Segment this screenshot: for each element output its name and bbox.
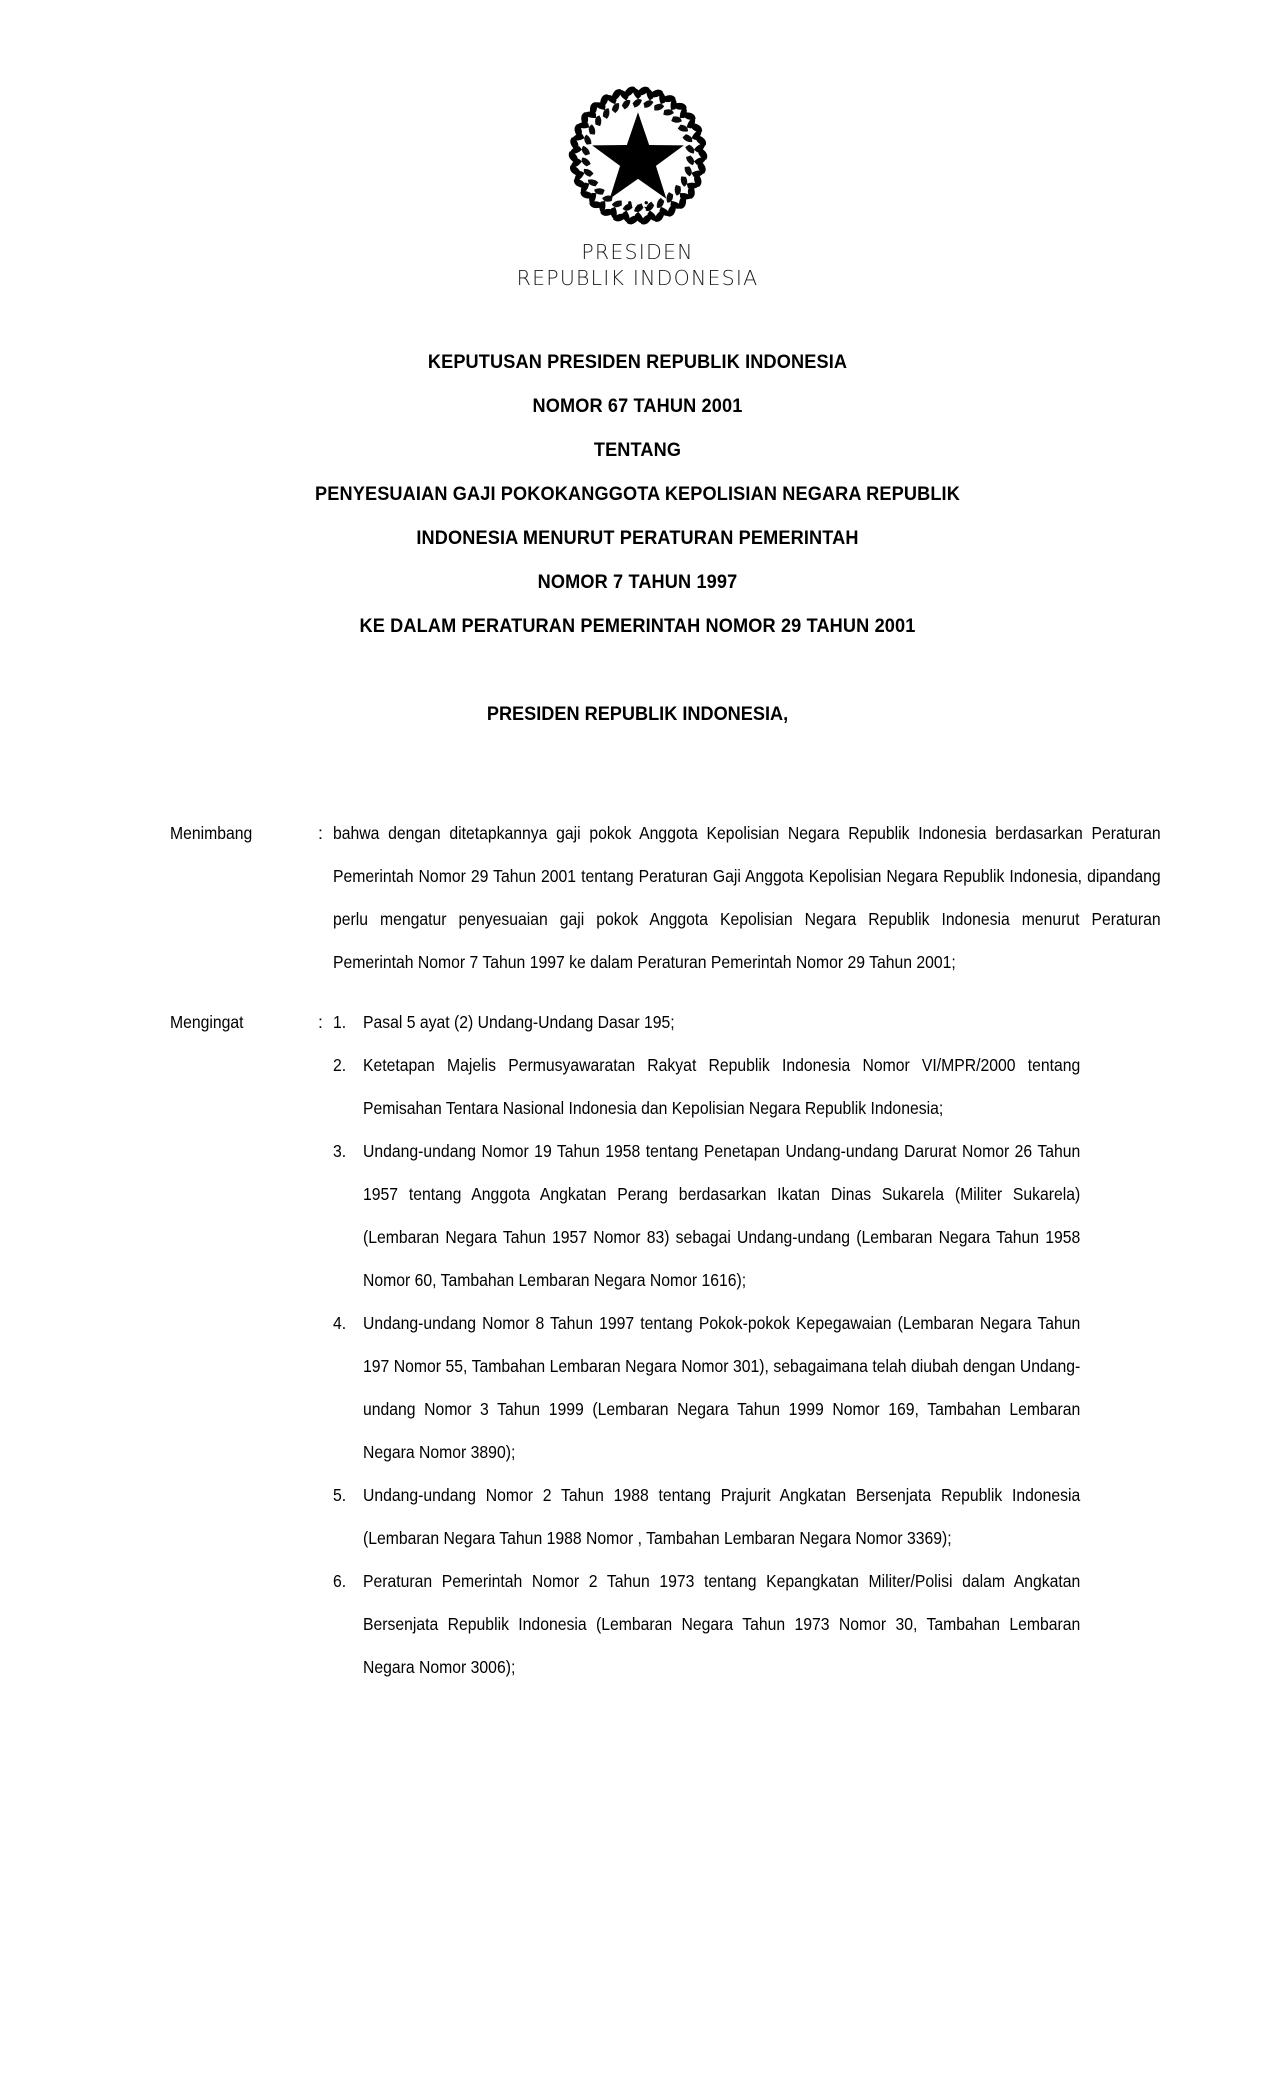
- title-line-tentang: TENTANG: [593, 439, 682, 461]
- mengingat-list-item: [333, 1302, 1160, 1474]
- letterhead: [0, 78, 1275, 291]
- clause-body-menimbang: [333, 812, 1160, 984]
- signatory-heading: PRESIDEN REPUBLIK INDONESIA,: [486, 703, 789, 725]
- clause-label-menimbang: Menimbang: [170, 823, 253, 843]
- garuda-star-wreath-emblem: [563, 78, 713, 233]
- list-item-text: Undang-undang Nomor 19 Tahun 1958 tentang Penetapan Undang-undang Darurat Nomor 26 Tahun 1957 tentang Anggota Angkatan Perang berdasarkan Ikatan Dinas Sukarela (Militer Sukarela) (Lembaran Negara Tahun 1957 Nomor 83) sebagai Undang-undang (Lembaran Negara Tahun 1958 Nomor 60, Tambahan Lembaran Negara Nomor 1616);: [363, 1141, 1081, 1290]
- list-item-text: Ketetapan Majelis Permusyawaratan Rakyat Republik Indonesia Nomor VI/MPR/2000 tentang Pemisahan Tentara Nasional Indonesia dan Kepolisian Negara Republik Indonesia;: [363, 1055, 1081, 1118]
- document-body: [170, 812, 1160, 1689]
- clause-label-mengingat: Mengingat: [170, 1012, 244, 1032]
- title-line-subject-4: KE DALAM PERATURAN PEMERINTAH NOMOR 29 TAHUN 2001: [359, 615, 916, 637]
- letterhead-line-republik-indonesia: REPUBLIK INDONESIA: [516, 266, 759, 291]
- clause-body-mengingat: [333, 1001, 1160, 1689]
- list-item-marker: 6.: [333, 1571, 347, 1591]
- list-item-marker: 2.: [333, 1055, 347, 1075]
- list-item-marker: 4.: [333, 1313, 347, 1333]
- mengingat-list-item: [333, 1001, 1160, 1044]
- list-item-marker: 3.: [333, 1141, 347, 1161]
- clause-mengingat: [170, 1001, 1160, 1689]
- clause-colon-menimbang: :: [318, 823, 323, 843]
- mengingat-list-item: [333, 1560, 1160, 1689]
- clause-colon-mengingat: :: [318, 1012, 323, 1032]
- title-line-nomor: NOMOR 67 TAHUN 2001: [532, 395, 743, 417]
- letterhead-line-presiden: PRESIDEN: [581, 240, 694, 264]
- title-line-subject-3: NOMOR 7 TAHUN 1997: [537, 571, 738, 593]
- document-title-block: [150, 340, 1125, 736]
- list-item-text: Pasal 5 ayat (2) Undang-Undang Dasar 195;: [363, 1012, 675, 1032]
- list-item-text: Undang-undang Nomor 8 Tahun 1997 tentang Pokok-pokok Kepegawaian (Lembaran Negara Tahun 197 Nomor 55, Tambahan Lembaran Negara Nomor 301), sebagaimana telah diubah dengan Undang-undang Nomor 3 Tahun 1999 (Lembaran Negara Tahun 1999 Nomor 169, Tambahan Lembaran Negara Nomor 3890);: [363, 1313, 1081, 1462]
- mengingat-list-item: [333, 1130, 1160, 1302]
- list-item-marker: 1.: [333, 1012, 347, 1032]
- menimbang-paragraph: bahwa dengan ditetapkannya gaji pokok Anggota Kepolisian Negara Republik Indonesia berdasarkan Peraturan Pemerintah Nomor 29 Tahun 2001 tentang Peraturan Gaji Anggota Kepolisian Negara Republik Indonesia, dipandang perlu mengatur penyesuaian gaji pokok Anggota Kepolisian Negara Republik Indonesia menurut Peraturan Pemerintah Nomor 7 Tahun 1997 ke dalam Peraturan Pemerintah Nomor 29 Tahun 2001;: [333, 823, 1161, 972]
- mengingat-list-item: [333, 1474, 1160, 1560]
- list-item-text: Peraturan Pemerintah Nomor 2 Tahun 1973 tentang Kepangkatan Militer/Polisi dalam Angkatan Bersenjata Republik Indonesia (Lembaran Negara Tahun 1973 Nomor 30, Tambahan Lembaran Negara Nomor 3006);: [363, 1571, 1081, 1677]
- mengingat-list: [333, 1001, 1160, 1689]
- list-item-marker: 5.: [333, 1485, 347, 1505]
- letterhead-text: [517, 239, 759, 291]
- title-spacer: [150, 648, 1125, 692]
- title-line-1: KEPUTUSAN PRESIDEN REPUBLIK INDONESIA: [427, 351, 848, 373]
- title-line-subject-2: INDONESIA MENURUT PERATURAN PEMERINTAH: [416, 527, 859, 549]
- clause-menimbang: [170, 812, 1160, 984]
- mengingat-list-item: [333, 1044, 1160, 1130]
- list-item-text: Undang-undang Nomor 2 Tahun 1988 tentang Prajurit Angkatan Bersenjata Republik Indonesia (Lembaran Negara Tahun 1988 Nomor , Tambahan Lembaran Negara Nomor 3369);: [363, 1485, 1081, 1548]
- title-line-subject-1: PENYESUAIAN GAJI POKOKANGGOTA KEPOLISIAN NEGARA REPUBLIK: [315, 483, 960, 505]
